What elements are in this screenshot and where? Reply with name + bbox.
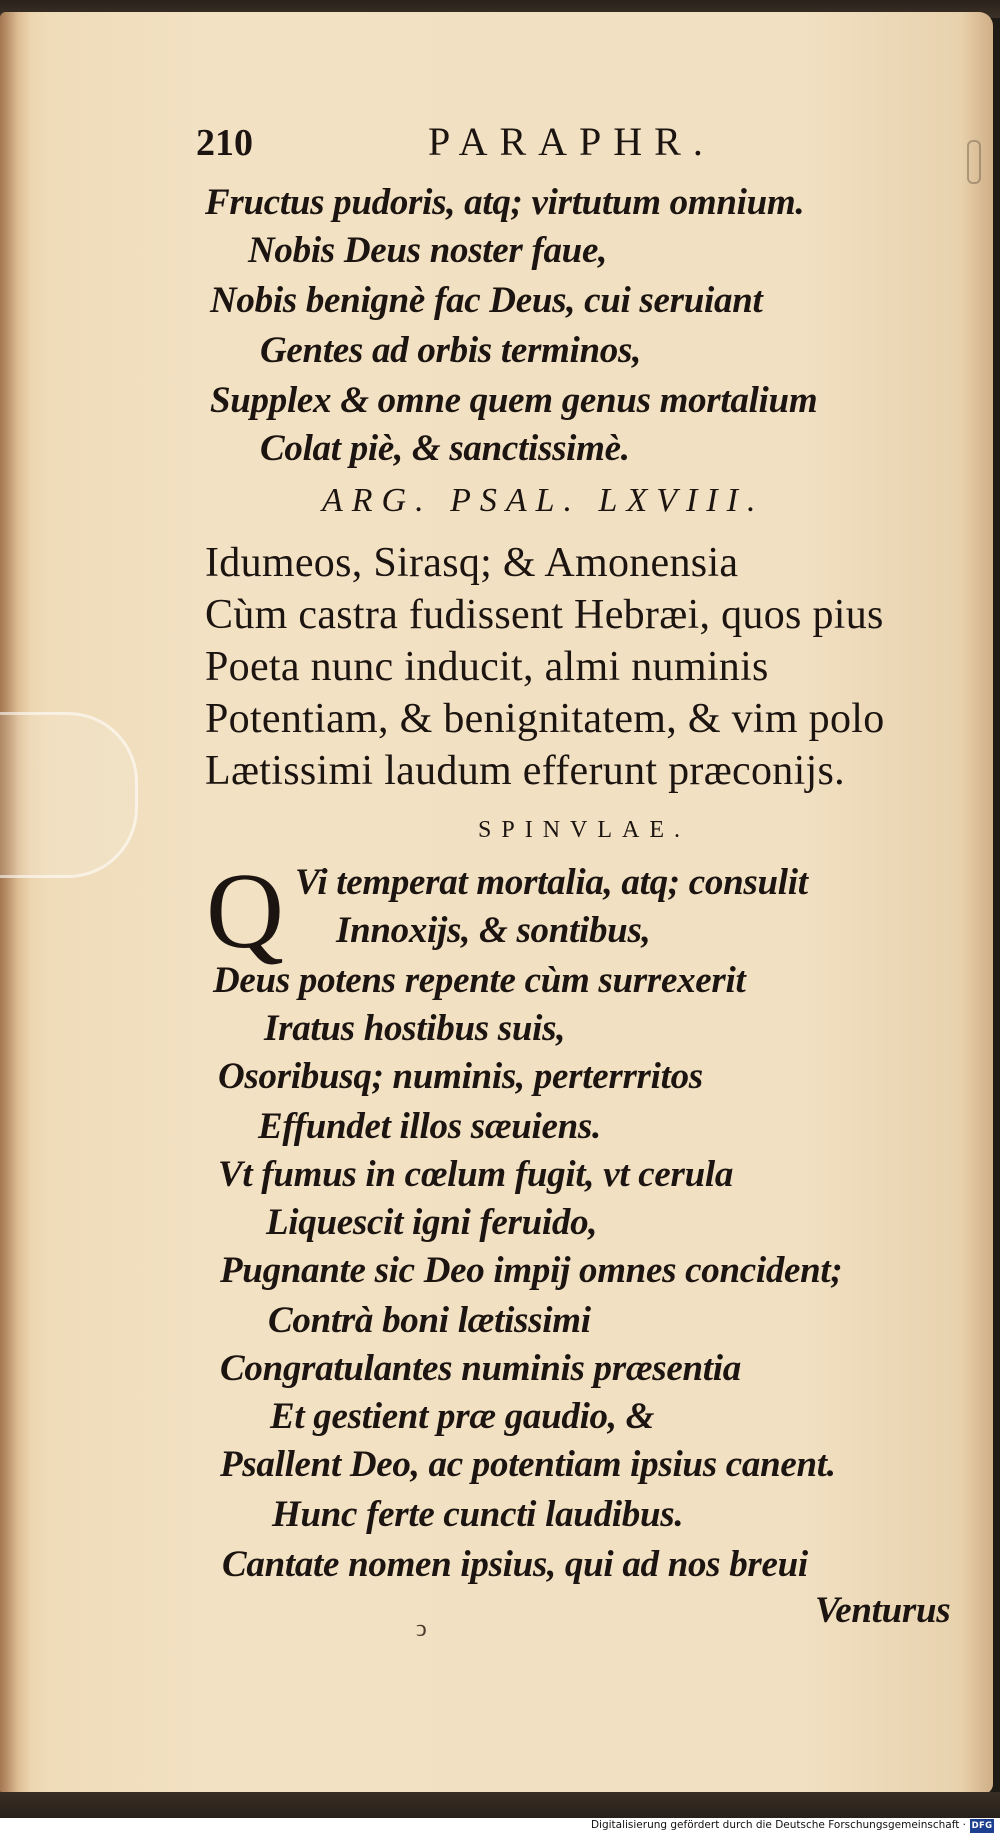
page-clip (0, 712, 138, 878)
verse-line: Nobis Deus noster faue, (248, 230, 608, 271)
running-title: PARAPHR. (428, 119, 715, 164)
book-page (0, 12, 993, 1794)
argument-line: Potentiam, & benignitatem, & vim polo (205, 696, 885, 742)
drop-cap: Q (206, 852, 284, 971)
poem-line: Effundet illos sæuiens. (258, 1106, 601, 1147)
catchword: Venturus (815, 1590, 951, 1631)
poem-line: Innoxijs, & sontibus, (336, 910, 651, 951)
poem-line: Et gestient præ gaudio, & (270, 1396, 655, 1437)
poem-line: Osoribusq; numinis, perterrritos (218, 1056, 703, 1097)
verse-line: Gentes ad orbis terminos, (260, 330, 642, 371)
poem-line: Congratulantes numinis præsentia (220, 1348, 741, 1389)
verse-line: Supplex & omne quem genus mortalium (210, 380, 818, 421)
argument-line: Poeta nunc inducit, almi numinis (205, 644, 769, 690)
argument-line: Idumeos, Sirasq; & Amonensia (205, 540, 739, 586)
verse-line: Colat piè, & sanctissimè. (260, 428, 630, 469)
gutter-shadow (0, 12, 30, 1794)
argument-line: Lætissimi laudum efferunt præconijs. (205, 748, 845, 794)
poem-line: Vi temperat mortalia, atq; consulit (295, 862, 808, 903)
poem-line: Hunc ferte cuncti laudibus. (272, 1494, 684, 1535)
poem-line: Psallent Deo, ac potentiam ipsius canent. (220, 1444, 836, 1485)
poem-line: Cantate nomen ipsius, qui ad nos breui (222, 1544, 808, 1585)
argument-heading: ARG. PSAL. LXVIII. (322, 482, 765, 519)
poem-line: Contrà boni lætissimi (268, 1300, 591, 1341)
verse-line: Fructus pudoris, atq; virtutum omnium. (205, 182, 805, 223)
poem-line: Liquescit igni feruido, (266, 1202, 598, 1243)
poem-line: Iratus hostibus suis, (264, 1008, 566, 1049)
verse-line: Nobis benignè fac Deus, cui seruiant (210, 280, 763, 321)
argument-line: Cùm castra fudissent Hebræi, quos pius (205, 592, 884, 638)
page-edge-mark (967, 140, 981, 184)
poem-line: Vt fumus in cœlum fugit, vt cerula (218, 1154, 734, 1195)
poem-line: Pugnante sic Deo impij omnes concident; (220, 1250, 843, 1291)
dfg-logo-icon: DFG (971, 1821, 993, 1831)
poem-line: Deus potens repente cùm surrexerit (213, 960, 746, 1001)
section-heading: SPINVLAE. (478, 817, 691, 843)
page-number: 210 (196, 122, 253, 164)
footer-credit: Digitalisierung gefördert durch die Deutsche Forschungsgemeinschaft · (590, 1819, 966, 1831)
ink-mark: ͻ (416, 1616, 427, 1642)
